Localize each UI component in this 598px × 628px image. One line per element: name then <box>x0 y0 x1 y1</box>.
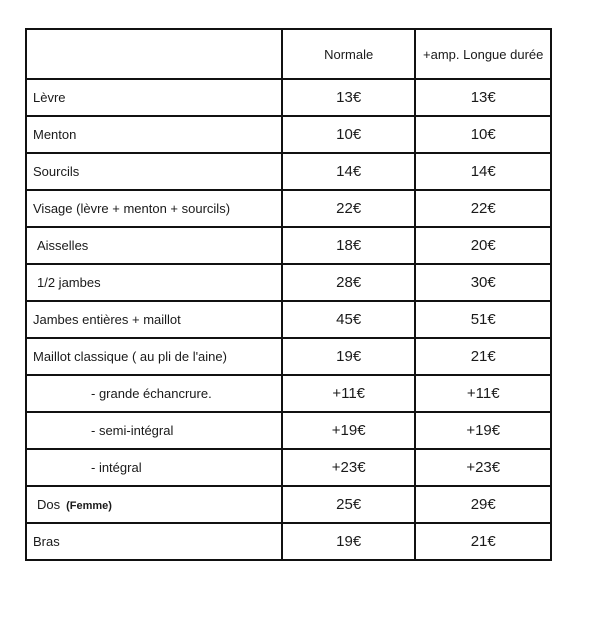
row-label: Visage (lèvre + menton + sourcils) <box>26 190 282 227</box>
table-header-row <box>26 29 551 79</box>
price-table <box>25 28 552 561</box>
header-normal: Normale <box>282 29 416 79</box>
price-normal: +23€ <box>282 449 416 486</box>
price-normal: +19€ <box>282 412 416 449</box>
row-label: - intégral <box>26 449 282 486</box>
header-corner-cell <box>26 29 282 79</box>
price-long: 13€ <box>415 79 551 116</box>
table-row <box>26 227 551 264</box>
table-row <box>26 301 551 338</box>
price-long: 20€ <box>415 227 551 264</box>
price-long: 21€ <box>415 338 551 375</box>
price-long: 22€ <box>415 190 551 227</box>
price-normal: 28€ <box>282 264 416 301</box>
price-normal: 14€ <box>282 153 416 190</box>
price-normal: 25€ <box>282 486 416 523</box>
price-normal: 19€ <box>282 523 416 560</box>
price-long: +23€ <box>415 449 551 486</box>
price-long: 14€ <box>415 153 551 190</box>
row-label: Menton <box>26 116 282 153</box>
price-long: 30€ <box>415 264 551 301</box>
table-row <box>26 375 551 412</box>
row-label: Jambes entières + maillot <box>26 301 282 338</box>
row-label: Lèvre <box>26 79 282 116</box>
table-row <box>26 523 551 560</box>
table-row <box>26 190 551 227</box>
price-long: +19€ <box>415 412 551 449</box>
row-label: Dos <box>37 497 61 512</box>
table-row <box>26 116 551 153</box>
header-long-duration: +amp. Longue durée <box>415 29 551 79</box>
row-label: - grande échancrure. <box>26 375 282 412</box>
table-row <box>26 153 551 190</box>
price-normal: 19€ <box>282 338 416 375</box>
row-note: (Femme) <box>66 500 112 512</box>
price-long: 10€ <box>415 116 551 153</box>
price-long: 29€ <box>415 486 551 523</box>
price-normal: 18€ <box>282 227 416 264</box>
row-label: Aisselles <box>26 227 282 264</box>
table-row <box>26 79 551 116</box>
table-row <box>26 412 551 449</box>
price-normal: 22€ <box>282 190 416 227</box>
row-label: - semi-intégral <box>26 412 282 449</box>
row-label: 1/2 jambes <box>26 264 282 301</box>
row-label: Maillot classique ( au pli de l'aine) <box>26 338 282 375</box>
price-long: 21€ <box>415 523 551 560</box>
table-row <box>26 449 551 486</box>
table-row <box>26 264 551 301</box>
row-label: Sourcils <box>26 153 282 190</box>
row-label: Bras <box>26 523 282 560</box>
price-normal: 45€ <box>282 301 416 338</box>
table-row <box>26 338 551 375</box>
price-normal: 13€ <box>282 79 416 116</box>
row-label-cell <box>26 486 282 523</box>
table-row <box>26 486 551 523</box>
price-long: 51€ <box>415 301 551 338</box>
price-long: +11€ <box>415 375 551 412</box>
price-normal: 10€ <box>282 116 416 153</box>
price-normal: +11€ <box>282 375 416 412</box>
